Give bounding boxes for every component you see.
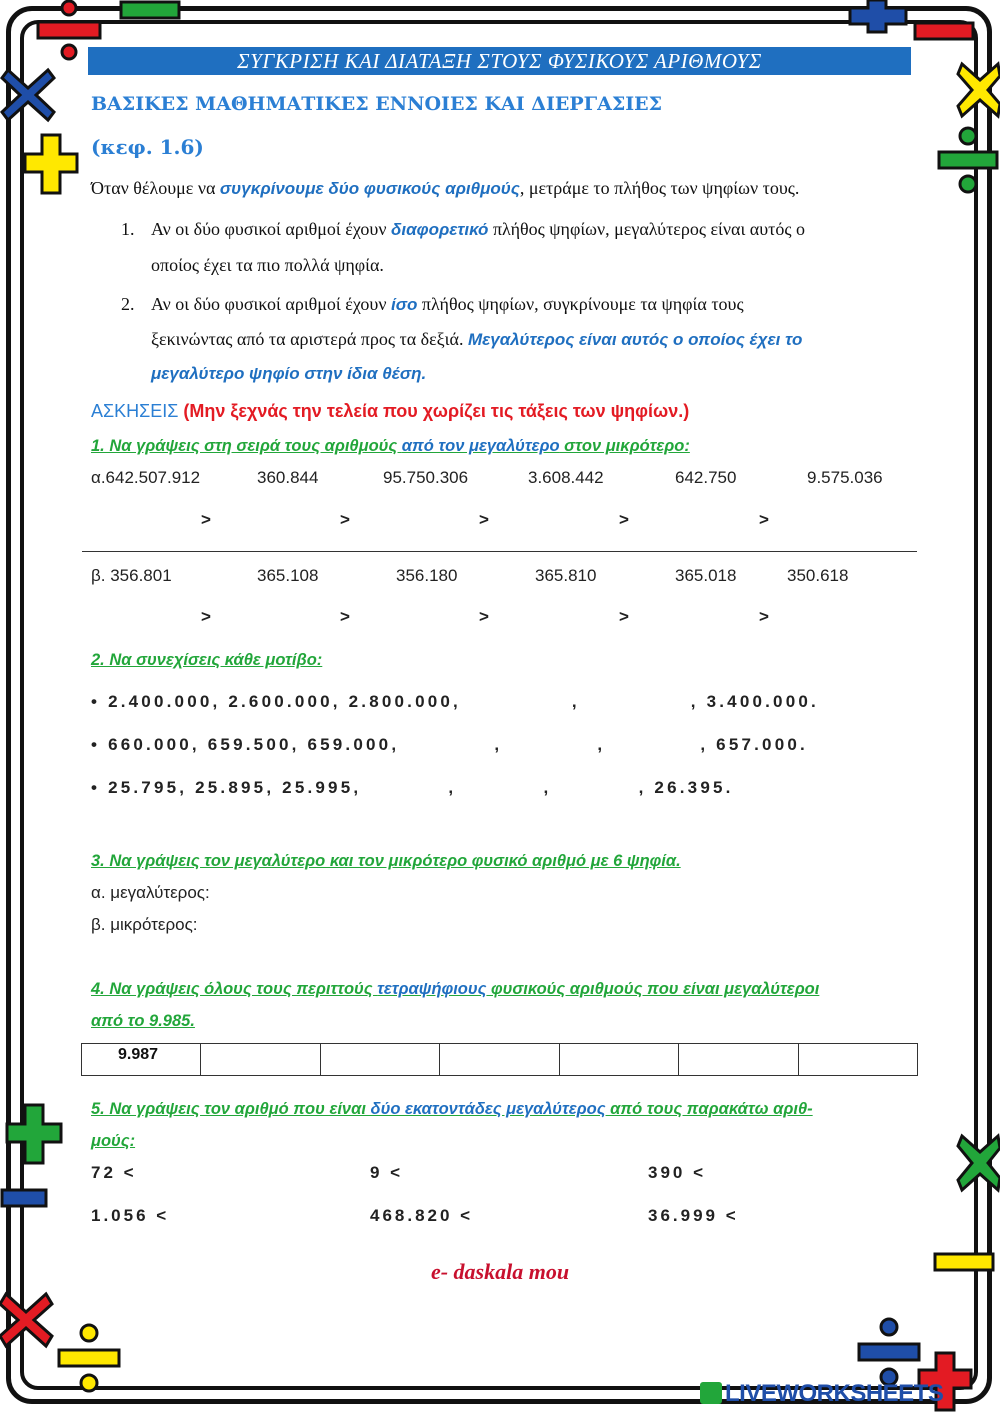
compare-item: 9 < (370, 1163, 404, 1182)
grid-cell[interactable] (799, 1044, 917, 1075)
ex1-a-number: 3.608.442 (528, 468, 604, 487)
compare-item: 1.056 < (91, 1206, 170, 1225)
greater-than-sign: > (759, 607, 769, 626)
ex1-a-number: 95.750.306 (383, 468, 469, 487)
greater-than-sign: > (479, 510, 489, 529)
ex1-b-number: 356.180 (396, 566, 458, 585)
answer-grid (81, 1043, 918, 1076)
pattern-line: • 25.795, 25.895, 25.995, , , , 26.395. (91, 778, 734, 797)
plus-icon (22, 132, 80, 196)
division-icon (56, 1322, 122, 1396)
division-icon (856, 1316, 922, 1390)
plus-icon (846, 0, 910, 34)
intro-text: Όταν θέλουμε να συγκρίνουμε δύο φυσικούς αριθμούς, μετράμε το πλήθος των ψηφίων τους. (91, 178, 800, 198)
compare-item: 72 < (91, 1163, 137, 1182)
ex1-a-number: 642.750 (675, 468, 737, 487)
greater-than-sign: > (479, 607, 489, 626)
signature: e- daskala mou (430, 1259, 570, 1284)
section-subtitle: ΒΑΣΙΚΕΣ ΜΑΘΗΜΑΤΙΚΕΣ ΕΝΝΟΙΕΣ ΚΑΙ ΔΙΕΡΓΑΣΙΕΣ (91, 93, 663, 115)
ex1-a-number: α.642.507.912 (91, 468, 201, 487)
ex1-a-number: 360.844 (257, 468, 319, 487)
rule-2-number: 2. (121, 294, 135, 314)
ex1-b-number: β. 356.801 (91, 566, 172, 585)
rule-2-line-1: Αν οι δύο φυσικοί αριθμοί έχουν ίσο πλήθος ψηφίων, συγκρίνουμε τα ψηφία τους (151, 294, 744, 314)
minus-icon (118, 0, 182, 22)
greater-than-sign: > (201, 510, 211, 529)
page-title: ΣΥΓΚΡΙΣΗ ΚΑΙ ΔΙΑΤΑΞΗ ΣΤΟΥΣ ΦΥΣΙΚΟΥΣ ΑΡΙΘΜΟΥΣ (88, 47, 911, 75)
rule-1-number: 1. (121, 219, 135, 239)
logo-icon (700, 1382, 722, 1404)
plus-icon (4, 1102, 64, 1166)
pattern-line: • 660.000, 659.500, 659.000, , , , 657.000. (91, 735, 808, 754)
greater-than-sign: > (340, 510, 350, 529)
greater-than-sign: > (759, 510, 769, 529)
exercise-4-title: 4. Να γράψεις όλους τους περιττούς τετραψήφιους φυσικούς αριθμούς που είναι μεγαλύτεροι (91, 980, 820, 998)
exercise-5-title-cont: μούς: (91, 1132, 136, 1150)
ex1-a-number: 9.575.036 (807, 468, 883, 487)
multiply-icon (0, 64, 56, 126)
division-icon (936, 124, 1000, 196)
grid-cell[interactable] (321, 1044, 440, 1075)
exercise-5-title: 5. Να γράψεις τον αριθμό που είναι δύο εκατοντάδες μεγαλύτερος από τους παρακάτω αριθ- (91, 1100, 813, 1118)
ex1-b-number: 365.018 (675, 566, 737, 585)
grid-cell[interactable] (440, 1044, 559, 1075)
exercise-1-title: 1. Να γράψεις στη σειρά τους αριθμούς από τον μεγαλύτερο στον μικρότερο: (91, 437, 690, 455)
multiply-icon (956, 1132, 1000, 1194)
rule-2-line-3: μεγαλύτερο ψηφίο στην ίδια θέση. (151, 364, 427, 383)
compare-item: 468.820 < (370, 1206, 474, 1225)
largest-label: α. μεγαλύτερος: (91, 883, 210, 902)
greater-than-sign: > (619, 510, 629, 529)
multiply-icon (956, 60, 1000, 120)
ex1-b-number: 365.810 (535, 566, 597, 585)
grid-cell[interactable] (679, 1044, 798, 1075)
exercise-4-title-cont: από το 9.985. (91, 1012, 195, 1030)
ex1-b-number: 365.108 (257, 566, 319, 585)
rule-1-line-2: οποίος έχει τα πιο πολλά ψηφία. (151, 255, 384, 275)
grid-cell: 9.987 (82, 1044, 201, 1075)
pattern-line: • 2.400.000, 2.600.000, 2.800.000, , , 3.400.000. (91, 692, 819, 711)
greater-than-sign: > (201, 607, 211, 626)
multiply-icon (0, 1290, 54, 1350)
minus-icon (912, 20, 976, 44)
exercise-3-title: 3. Να γράψεις τον μεγαλύτερο και τον μικρότερο φυσικό αριθμό με 6 ψηφία. (91, 852, 681, 870)
grid-cell[interactable] (201, 1044, 320, 1075)
watermark-logo: LIVEWORKSHEETS (700, 1380, 943, 1408)
divider (82, 551, 917, 552)
minus-icon (0, 1186, 50, 1212)
compare-item: 36.999 < (648, 1206, 739, 1225)
rule-1-line-1: Αν οι δύο φυσικοί αριθμοί έχουν διαφορετικό πλήθος ψηφίων, μεγαλύτερος είναι αυτός ο (151, 219, 805, 239)
greater-than-sign: > (340, 607, 350, 626)
exercise-2-title: 2. Να συνεχίσεις κάθε μοτίβο: (91, 651, 323, 669)
ex1-b-number: 350.618 (787, 566, 849, 585)
smallest-label: β. μικρότερος: (91, 915, 198, 934)
chapter-label: (κεφ. 1.6) (91, 135, 204, 159)
greater-than-sign: > (619, 607, 629, 626)
compare-item: 390 < (648, 1163, 707, 1182)
exercises-heading: ΑΣΚΗΣΕΙΣ (Μην ξεχνάς την τελεία που χωρίζει τις τάξεις των ψηφίων.) (91, 401, 690, 421)
rule-2-line-2: ξεκινώντας από τα αριστερά προς τα δεξιά. Μεγαλύτερος είναι αυτός ο οποίος έχει το (151, 329, 803, 349)
grid-cell[interactable] (560, 1044, 679, 1075)
